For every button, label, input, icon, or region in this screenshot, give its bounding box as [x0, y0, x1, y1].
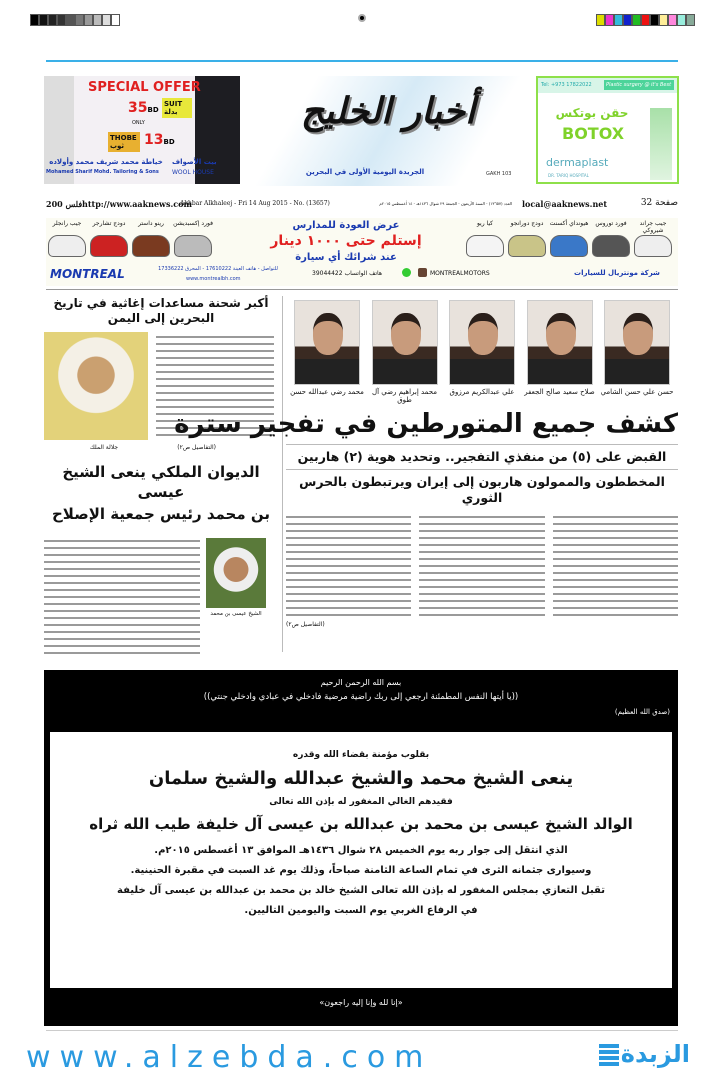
color-swatches: [596, 11, 695, 30]
basmala: بسم الله الرحمن الرحيم: [320, 678, 402, 687]
diwan-body-text: [44, 538, 200, 658]
masthead-code: GAKH 103: [486, 171, 512, 177]
alzebda-logo-text: الزبدة: [620, 1040, 690, 1068]
obituary-date: الذي انتقل إلى جوار ربه يوم الخميس ٢٨ شوال ١٤٣٦هـ الموافق ١٣ أغسطس ٢٠١٥م.: [154, 845, 568, 856]
diwan-story[interactable]: [44, 462, 278, 658]
car-model-label: جيب جراند شيروكي: [639, 220, 667, 234]
car-model-label: رينو داستر: [138, 220, 164, 227]
car-item: [465, 220, 505, 257]
obituary-mourners: ينعى الشيخ محمد والشيخ عبدالله والشيخ سلمان: [148, 768, 574, 789]
quran-verse: ((يا أيتها النفس المطمئنة ارجعي إلى ربك راضية مرضية فادخلي في عبادي وادخلي جنتي)): [203, 692, 519, 702]
montreal-logo: MONTREAL: [50, 267, 125, 281]
king-caption: جلالة الملك: [89, 444, 119, 451]
hospital-name: DR. TARIQ HOSPITAL: [548, 173, 589, 178]
suspect-card: [445, 300, 519, 404]
shop-name-en: Mohamed Sharif Mohd. Tailoring & Sons: [46, 169, 159, 175]
ad-headline: SPECIAL OFFER: [88, 80, 201, 95]
obituary-late: فقيدهم الغالي المغفور له بإذن الله تعالى: [269, 797, 453, 807]
alzebda-website[interactable]: www.alzebda.com: [26, 1040, 433, 1075]
promo-line-1: عرض العودة للمدارس: [292, 220, 400, 231]
main-headline: كشف جميع المتورطين في تفجير سترة: [174, 409, 678, 439]
suspect-name: محمد إبراهيم رضي آل طوق: [371, 388, 438, 404]
divider: [46, 289, 678, 290]
car-model-label: جيب رانجلر: [52, 220, 82, 227]
only-label: ONLY: [132, 120, 145, 126]
deceased-name: الوالد الشيخ عيسى بن محمد بن عبدالله بن عيسى آل خليفة طيب الله ثراه: [89, 815, 633, 833]
main-subheadline-1: القبض على (٥) من منفذي التفجير.. وتحديد هوية (٢) هاربين: [297, 449, 667, 464]
email-link[interactable]: local@aaknews.net: [522, 199, 608, 209]
shop-name-ar: خياطة محمد شريف محمد وأولاده: [49, 158, 163, 166]
sheikh-isa-caption: الشيخ عيسى بن محمد: [210, 611, 262, 617]
diwan-headline-1: الديوان الملكي ينعى الشيخ عيسى: [62, 463, 260, 501]
car-image: [592, 235, 630, 257]
masthead-tagline: الجريدة اليومية الأولى في البحرين: [305, 168, 425, 176]
car-model-label: كيا ريو: [476, 220, 494, 227]
suspect-card: [523, 300, 597, 404]
car-model-label: هيونداي أكسنت: [549, 220, 589, 227]
car-item: [131, 220, 171, 257]
dealer-contact: للتواصل - هاتف العينة 17610222 - المحرق 17336222: [158, 266, 278, 272]
botox-ar: حقن بوتكس: [555, 106, 629, 120]
suspect-photo: [294, 300, 360, 385]
car-image: [132, 235, 170, 257]
suspect-photo: [604, 300, 670, 385]
car-model-label: دودج تشارجر: [92, 220, 126, 227]
main-body-col-2: [419, 514, 544, 618]
ad-phone: Tel: +973 17822022: [541, 82, 592, 88]
logo-lines-icon: [599, 1044, 619, 1066]
car-item: [549, 220, 589, 257]
sadaq-allah: (صدق الله العظيم): [614, 708, 670, 716]
wool-house-ar: بيت الأصواف: [172, 158, 217, 166]
car-image: [466, 235, 504, 257]
thobe-label: THOBE ثوب: [108, 132, 140, 152]
car-image: [508, 235, 546, 257]
top-rule: [46, 60, 678, 62]
registration-mark-icon: [358, 14, 366, 22]
masthead-logo: أخبار الخليج: [300, 90, 476, 132]
car-dealer-ad[interactable]: [46, 218, 678, 286]
car-item: [89, 220, 129, 257]
whatsapp-icon: [402, 268, 411, 277]
suspect-photos: [286, 300, 678, 404]
masthead[interactable]: [250, 76, 526, 186]
issue-info-ar: العدد (١٣٦٥٧) - السنة الأربعون - الجمعة ٢٩ شوال ١٤٣٦هـ - ١٤ أغسطس ٢٠١٥م: [379, 201, 512, 206]
obituary-body: [50, 732, 672, 988]
dealer-website[interactable]: www.montrealbh.com: [186, 276, 241, 282]
page-count: 32 صفحة: [640, 198, 678, 208]
car-image: [550, 235, 588, 257]
king-photo: [44, 332, 148, 440]
car-row-right: [464, 220, 678, 257]
ad-slogan: Plastic surgery @ it's Best: [604, 80, 674, 90]
suspect-photo: [527, 300, 593, 385]
aid-headline: أكبر شحنة مساعدات إغاثية في تاريخ البحرين إلى اليمن: [53, 296, 269, 325]
price: 200 فلس: [46, 199, 83, 209]
suspect-name: حسن علي حسن الشامي: [600, 388, 674, 396]
obituary-intro: بقلوب مؤمنة بقضاء الله وقدره: [292, 750, 430, 760]
grayscale-swatches: [30, 11, 120, 30]
car-row-left: [46, 220, 222, 257]
car-item: [591, 220, 631, 257]
car-image: [174, 235, 212, 257]
car-image: [634, 235, 672, 257]
column-divider: [282, 296, 283, 652]
botox-ad[interactable]: [536, 76, 679, 184]
main-body-col-3: [286, 514, 411, 618]
car-image: [90, 235, 128, 257]
dealer-name: شركة مونتريال للسيارات: [574, 269, 660, 277]
car-item: [507, 220, 547, 257]
alzebda-logo: [580, 1040, 690, 1068]
suspect-card: [368, 300, 442, 404]
car-item: [47, 220, 87, 257]
suspect-card: [290, 300, 364, 404]
suspect-name: صلاح سعيد صالح الجعفر: [524, 388, 595, 396]
thobe-unit: BD: [163, 138, 175, 146]
obituary-condolences: تقبل التعازي بمجلس المغفور له بإذن الله تعالى الشيخ خالد بن محمد بن عبدالله بن عيسى آل خليفة: [117, 885, 605, 896]
suspect-name: علي عبدالكريم مرزوق: [449, 388, 515, 396]
main-details-link[interactable]: (التفاصيل ص٢): [286, 621, 325, 628]
suit-price: 35: [128, 100, 148, 116]
car-model-label: فورد توروس: [595, 220, 627, 227]
obituary-notice: [44, 670, 678, 1026]
car-item: [633, 220, 673, 257]
obituary-closing: «إنا لله وإنا إليه راجعون»: [319, 998, 403, 1007]
car-item: [173, 220, 213, 257]
suit-label: SUIT بدلة: [162, 98, 192, 118]
suspect-photo: [372, 300, 438, 385]
diwan-headline-2: بن محمد رئيس جمعية الإصلاح: [52, 505, 270, 523]
bottom-rule: [46, 1030, 678, 1031]
suspect-photo: [449, 300, 515, 385]
main-subheadline-2: المخططون والممولون هاربون إلى إيران ويرتبطون بالحرس الثوري: [299, 474, 665, 505]
botox-en: BOTOX: [562, 124, 625, 143]
obituary-burial: وسيوارى جثمانه الثرى في تمام الساعة الثامنة صباحاً، وذلك يوم غد السبت في مقبرة الحنينية.: [130, 865, 592, 876]
instagram-handle: MONTREALMOTORS: [430, 270, 490, 277]
car-image: [48, 235, 86, 257]
aid-details-link[interactable]: (التفاصيل ص٢): [177, 444, 216, 451]
tailoring-ad[interactable]: [44, 76, 240, 184]
website-link[interactable]: http://www.aaknews.com: [82, 199, 192, 209]
suit-unit: BD: [147, 106, 159, 114]
main-body-col-1: [553, 514, 678, 618]
thobe-price: 13: [144, 132, 164, 148]
issue-info: Akhbar Alkhaleej - Fri 14 Aug 2015 - No. (13657): [180, 200, 330, 207]
whatsapp-number: هاتف الواتساب 39044422: [312, 270, 382, 277]
obituary-condolences-place: في الرفاع الغربي يوم السبت واليومين التاليين.: [244, 905, 478, 916]
wool-house-en: WOOL HOUSE: [172, 169, 214, 176]
dermaplast-logo: dermaplast: [546, 156, 609, 169]
car-model-label: فورد إكسبديشن: [173, 220, 213, 227]
promo-line-2: إستلم حتى ١٠٠٠ دينار: [270, 233, 422, 249]
suspect-card: [600, 300, 674, 404]
instagram-icon: [418, 268, 427, 277]
sheikh-isa-photo: [206, 538, 266, 608]
suspect-name: محمد رضي عبدالله حسن: [290, 388, 364, 396]
info-bar: [46, 196, 678, 214]
hospital-building-image: [650, 108, 672, 180]
car-model-label: دودج دورانجو: [510, 220, 544, 227]
promo-line-3: عند شرائك أي سيارة: [295, 252, 397, 263]
